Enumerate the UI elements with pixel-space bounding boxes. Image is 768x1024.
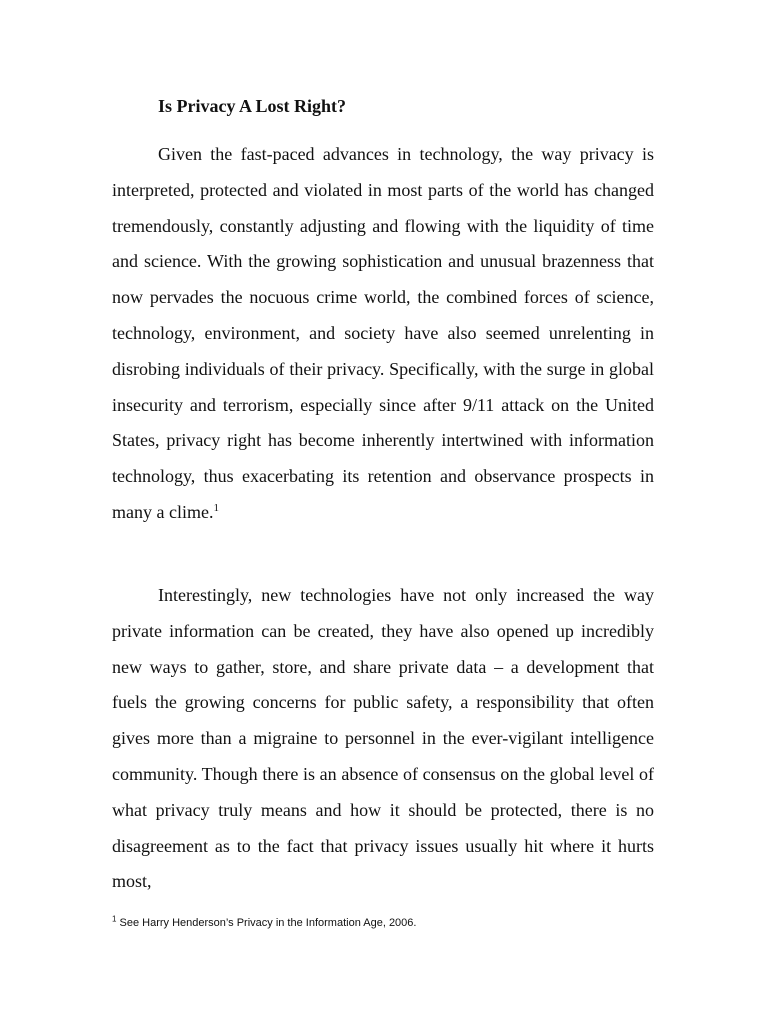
paragraph-2 (112, 578, 654, 900)
page-title: Is Privacy A Lost Right? (158, 96, 347, 116)
footnote-reference: 1 (213, 501, 219, 514)
paragraph-1 (112, 137, 654, 531)
paragraph-2-text: Interestingly, new technologies have not only increased the way private information can be created, they have also opened up incredibly new ways to gather, store, and share private data – a development that fuels the growing concerns for public safety, a responsibility that often gives more than a migraine to personnel in the ever-vigilant intelligence community. Though there is an absence of consensus on the global level of what privacy truly means and how it should be protected, there is no disagreement as to the fact that privacy issues usually hit where it hurts most, (112, 585, 654, 892)
footnote (112, 915, 416, 931)
footnote-text: See Harry Henderson’s Privacy in the Information Age, 2006. (116, 917, 417, 929)
paragraph-1-text: Given the fast-paced advances in technology, the way privacy is interpreted, protected and violated in most parts of the world has changed tremendously, constantly adjusting and flowing with the liquidity of time and science. With the growing sophistication and unusual brazenness that now pervades the nocuous crime world, the combined forces of science, technology, environment, and society have also seemed unrelenting in disrobing individuals of their privacy. Specifically, with the surge in global insecurity and terrorism, especially since after 9/11 attack on the United States, privacy right has become inherently intertwined with information technology, thus exacerbating its retention and observance prospects in many a clime. (112, 144, 654, 522)
footnote-number: 1 (112, 914, 117, 924)
